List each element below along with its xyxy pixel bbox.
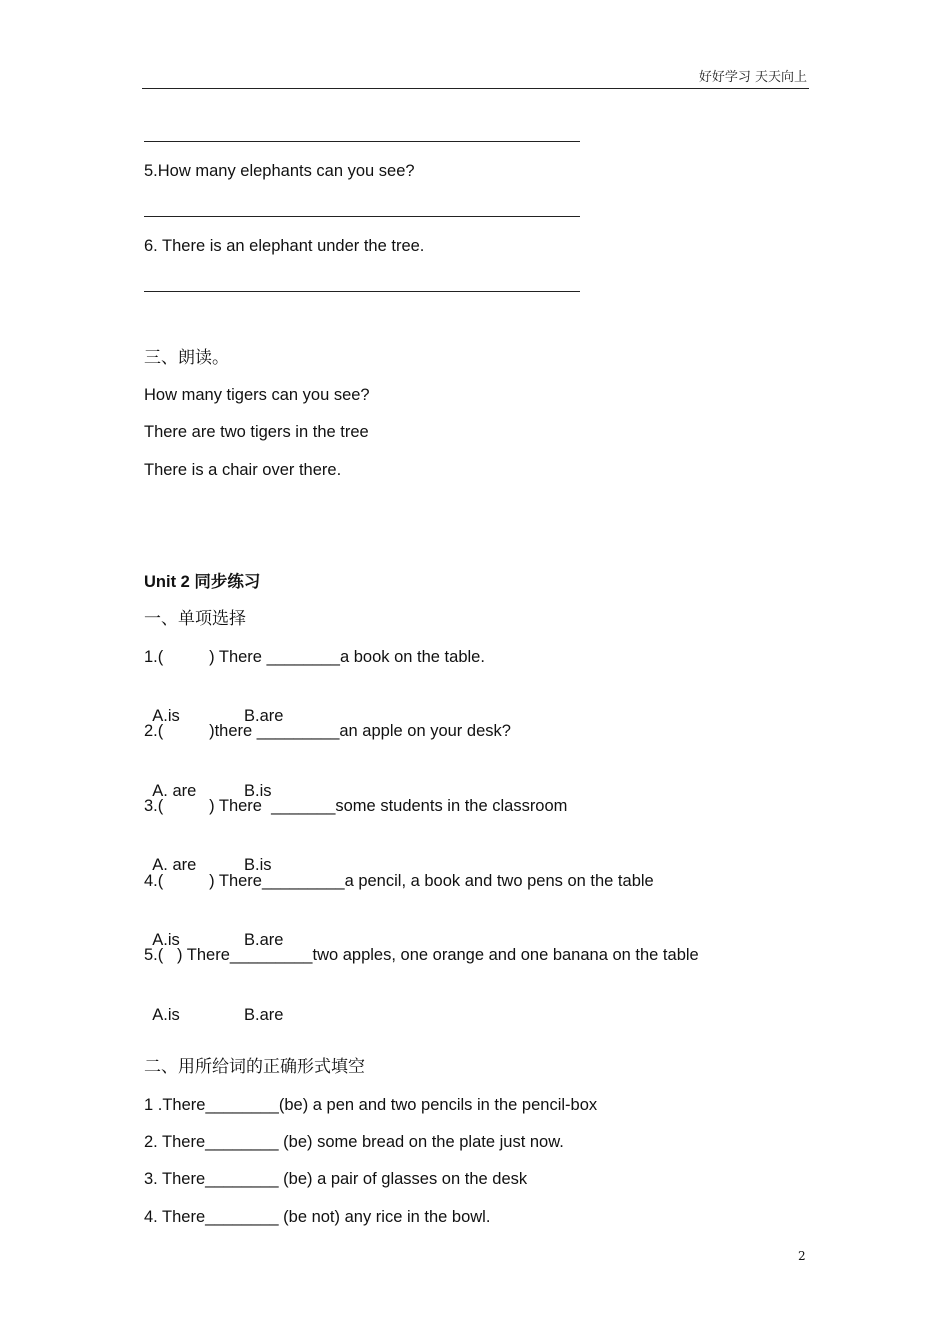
answer-line [144,291,580,292]
fill-question: 3. There________ (be) a pair of glasses on the desk [144,1170,528,1188]
mc-options [144,982,284,1026]
mc-question: 2.( )there _________an apple on your desk? [144,722,511,740]
option-b: B.are [244,931,284,949]
option-a: A. are [152,856,197,874]
mc-question: 3.( ) There _______some students in the classroom [144,797,568,815]
reading-line: There is a chair over there. [144,461,342,479]
option-b: B.is [244,782,272,800]
section-3-heading: 三、朗读。 [144,348,229,368]
fill-question: 2. There________ (be) some bread on the plate just now. [144,1133,564,1151]
answer-line [144,141,580,142]
fill-question: 1 .There________(be) a pen and two pencils in the pencil-box [144,1096,598,1114]
answer-line [144,216,580,217]
option-b: B.are [244,707,284,725]
header-rule [142,88,809,89]
question-6: 6. There is an elephant under the tree. [144,237,425,255]
unit-title: Unit 2 同步练习 [144,573,261,591]
option-a: A.is [152,931,180,949]
option-a: A.is [152,1006,180,1024]
reading-line: How many tigers can you see? [144,386,370,404]
question-5: 5.How many elephants can you see? [144,162,415,180]
option-a: A.is [152,707,180,725]
page-header: 好好学习 天天向上 [698,70,807,85]
section-2-heading: 二、用所给词的正确形式填空 [144,1057,365,1077]
reading-line: There are two tigers in the tree [144,423,369,441]
option-a: A. are [152,782,197,800]
page-number: 2 [798,1249,806,1263]
mc-question: 4.( ) There_________a pencil, a book and two pens on the table [144,872,654,890]
fill-question: 4. There________ (be not) any rice in the bowl. [144,1208,491,1226]
option-b: B.are [244,1006,284,1024]
option-b: B.is [244,856,272,874]
section-1-heading: 一、单项选择 [144,609,246,629]
mc-question: 5.( ) There_________two apples, one orange and one banana on the table [144,946,699,964]
mc-question: 1.( ) There ________a book on the table. [144,648,485,666]
